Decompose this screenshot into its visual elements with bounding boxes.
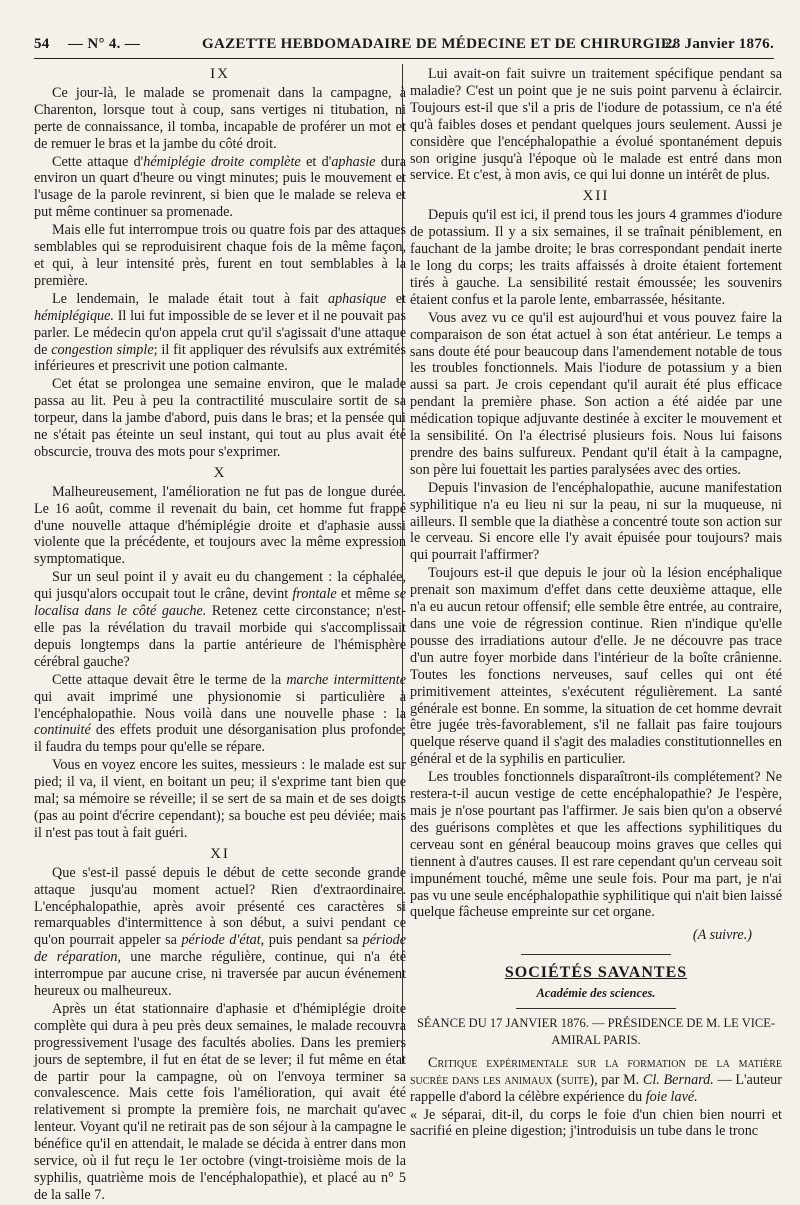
issue-date: 28 Janvier 1876. [664,36,774,52]
paragraph: Vous avez vu ce qu'il est aujourd'hui et vous pouvez faire la comparaison de son état actuel à son état antérieur. Le temps a sans doute été pour beaucoup dans l'amendement notable de tous les troubles fonctionnels. Mais l'iodure de potassium y a bien aussi sa part. Je crois cependant qu'il aurait été plus efficace pendant la première phase. Son action a été aidée par une médication topique adjuvante destinée à exciter le mouvement et la sensibilité. On l'a électrisé plusieurs fois. Nous lui faisons prendre des bains sulfureux. Pendant qu'il était à la campagne, son père lui fouettait les parties paralysées avec des orties. [410,309,782,478]
section-number-ix: IX [210,66,230,82]
journal-title: GAZETTE HEBDOMADAIRE DE MÉDECINE ET DE CHIRURGIE. [202,36,676,52]
paragraph: Cette attaque devait être le terme de la marche intermittente qui avait imprimé une physionomie si particulière à l'encéphalopathie. Nous voilà dans une nouvelle phase : la continuité des effets produit une désorganisation plus profonde; il faudra du temps pour qu'elle se répare. [34,671,406,756]
right-column [410,66,782,1141]
paragraph: Cet état se prolongea une semaine environ, que le malade passa au lit. Peu à peu la contractilité musculaire sortit de sa torpeur, dans la jambe d'abord, puis dans le bras; et la pensée qui ne s'était pas éteinte un seul instant, qui tout au plus avait été obscurcie, trouva des mots pour s'exprimer. [34,376,406,460]
paragraph: Ce jour-là, le malade se promenait dans la campagne, à Charenton, lorsque tout à coup, sans vertiges ni titubation, ni perte de connaissance, il tomba, incapable de proférer un mot et de remuer le bras et la jambe du côté droit. [34,84,406,152]
page-number: 54 [34,36,50,52]
paragraph: Depuis qu'il est ici, il prend tous les jours 4 grammes d'iodure de potassium. Il y a six semaines, il se traînait péniblement, en fauchant de la jambe droite; le bras correspondant pendait inerte le long du corps; les traits affaissés à droite étaient fortement tirés à gauche. La sensibilité restait émoussée; les souvenirs étaient confus et la parole lente, embarrassée, hésitante. [410,207,782,308]
paragraph: Mais elle fut interrompue trois ou quatre fois par des attaques semblables qui se reproduisirent chaque fois de la même façon, et qui, à leur intensité près, furent en tout semblables à la première. [34,222,406,289]
issue-number: — N° 4. — [68,36,141,52]
heading-rule [516,1008,676,1009]
paragraph: Malheureusement, l'amélioration ne fut pas de longue durée. Le 16 août, comme il revenait du bain, cet homme fut frappé d'une nouvelle attaque d'hémiplégie droite et d'aphasie aussi violente que la précédente, et toujours avec la même expression symptomatique. [34,483,406,568]
section-divider [521,954,671,955]
paragraph: Critique expérimentale sur la formation de la matière sucrée dans les animaux (suite), par M. Cl. Bernard. — L'auteur rappelle d'abord la célèbre expérience du foie lavé. [410,1054,783,1105]
paragraph: Après un état stationnaire d'aphasie et d'hémiplégie droite complète qui dura à peu près deux semaines, le malade recouvra progressivement l'usage des facultés abolies. Dans les premiers jours de septembre, il fut en état de se lever; il fut même en état de partir pour la campagne, où on l'envoya terminer sa convalescence. Mais cette fois l'amélioration, qui avait été relativement si prompte la première fois, ne marchait qu'avec lenteur. Voyant qu'il ne retirait pas de son séjour à la campagne le bénéfice qu'il en attendait, le malade se décida à entrer dans mon service, où il fut reçu le 1er octobre (vingt-troisième mois de la syphilis, quatrième mois de l'encéphalopathie), et placé au n° 5 de la salle 7. [34,1000,406,1203]
page-header [34,30,774,59]
paragraph: Sur un seul point il y avait eu du changement : la céphalée, qui jusqu'alors occupait tout le crâne, devint frontale et même se localisa dans le côté gauche. Retenez cette circonstance; n'est-elle pas la révélation du travail morbide qui s'accomplissait depuis longtemps dans la partie antérieure de l'hémisphère cérébral gauche? [34,569,406,670]
paragraph: Le lendemain, le malade était tout à fait aphasique et hémiplégique. Il lui fut impossible de se lever et il ne pouvait pas parler. Le médecin qu'on appela crut qu'il s'agissait d'une attaque de congestion simple; il fit appliquer des révulsifs aux extrémités inférieures et prescrivit une potion calmante. [34,290,406,375]
section-number-xi: XI [210,845,230,862]
to-be-continued: (A suivre.) [692,927,752,944]
session-line: SÉANCE DU 17 JANVIER 1876. — PRÉSIDENCE DE M. LE VICE- AMIRAL PARIS. [416,1016,776,1047]
section-heading: SOCIÉTÉS SAVANTES [504,964,688,982]
paragraph: Que s'est-il passé depuis le début de cette seconde grande attaque jusqu'au moment actuel? Rien d'extraordinaire. L'encéphalopathie, après avoir présenté ces caractères si remarquables d'intermittence à son début, a suivi pendant ce qu'on pourrait appeler sa période d'état, puis pendant sa période de réparation, une marche régulière, continue, qui n'a été interrompue par aucune crise, ni traversée par aucun événement heureux ou malheureux. [34,864,406,1000]
paragraph: Vous en voyez encore les suites, messieurs : le malade est sur pied; il va, il vient, en boitant un peu; il s'exprime tant bien que mal; sa mémoire se réveille; il se sert de sa main et de ses doigts (pas au point d'écrire cependant); sa bouche est peu déviée; mais il n'est pas tout à fait guéri. [34,757,406,841]
subsection-heading: Académie des sciences. [536,986,656,1001]
paragraph: Cette attaque d'hémiplégie droite complète et d'aphasie dura environ un quart d'heure ou vingt minutes; puis le mouvement et l'usage de la parole revinrent, si bien que le malade se releva et put même continuer sa promenade. [34,153,406,221]
paragraph: « Je séparai, dit-il, du corps le foie d'un chien bien nourri et sacrifié en pleine digestion; j'introduisis un tube dans le tronc [410,1106,782,1140]
section-number-x: X [213,464,227,481]
paragraph: Les troubles fonctionnels disparaîtront-ils complétement? Ne restera-t-il aucun vestige de cette encéphalopathie? Je l'espère, mais je n'ose pourtant pas l'affirmer. Je sais bien qu'on a observé des guérisons complètes et que les affections syphilitiques du cerveau sont en général beaucoup moins graves que celles qui tiennent à d'autres causes. Il est rare cependant qu'un cerveau soit impunément touché, même une seule fois. Pour ma part, je n'ai pas vu une seule encéphalopathie syphilitique qui n'ait bien laissé quelque fâcheuse empreinte sur cet organe. [410,769,782,921]
left-column [34,66,406,1205]
paragraph: Toujours est-il que depuis le jour où la lésion encéphalique prenait son maximum d'effet dans cette deuxième attaque, elle n'a eu aucun retour offensif; elle semble être entrée, au contraire, dans une voie de régression continue. Rien n'indique qu'elle pousse des irradiations autour d'elle. Je ne découvre pas trace d'un autre foyer morbide dans l'intérieur de la boîte crânienne. Toutes les fonctions nerveuses, sauf celles qui ont été primitivement atteintes, s'exécutent régulièrement. La santé générale est bonne. En somme, la situation de cet homme devrait être jugée très-favorablement, s'il ne fallait pas faire toujours quelque réserve quand il s'agit des maladies constitutionnelles en général et de la syphilis en particulier. [410,565,782,768]
section-number-xii: XII [582,188,610,205]
paragraph: Depuis l'invasion de l'encéphalopathie, aucune manifestation syphilitique n'a eu lieu ni sur la peau, ni sur la muqueuse, ni ailleurs. Il semble que la diathèse a concentré toute son action sur le cerveau. Si encore elle l'y avait épuisée pour toujours? mais qui pourrait l'affirmer? [410,479,782,564]
paragraph: Lui avait-on fait suivre un traitement spécifique pendant sa maladie? C'est un point que je ne suis point parvenu à éclaircir. Toujours est-il que s'il a pris de l'iodure de potassium, ce n'a été qu'à faibles doses et pendant quelques jours seulement. Aussi je considère que l'encéphalopathie a évolué spontanément depuis son origine jusqu'à l'époque où le malade est entré dans mon service. Et c'est, à mon avis, ce qui lui donne un intérêt de plus. [410,66,782,184]
